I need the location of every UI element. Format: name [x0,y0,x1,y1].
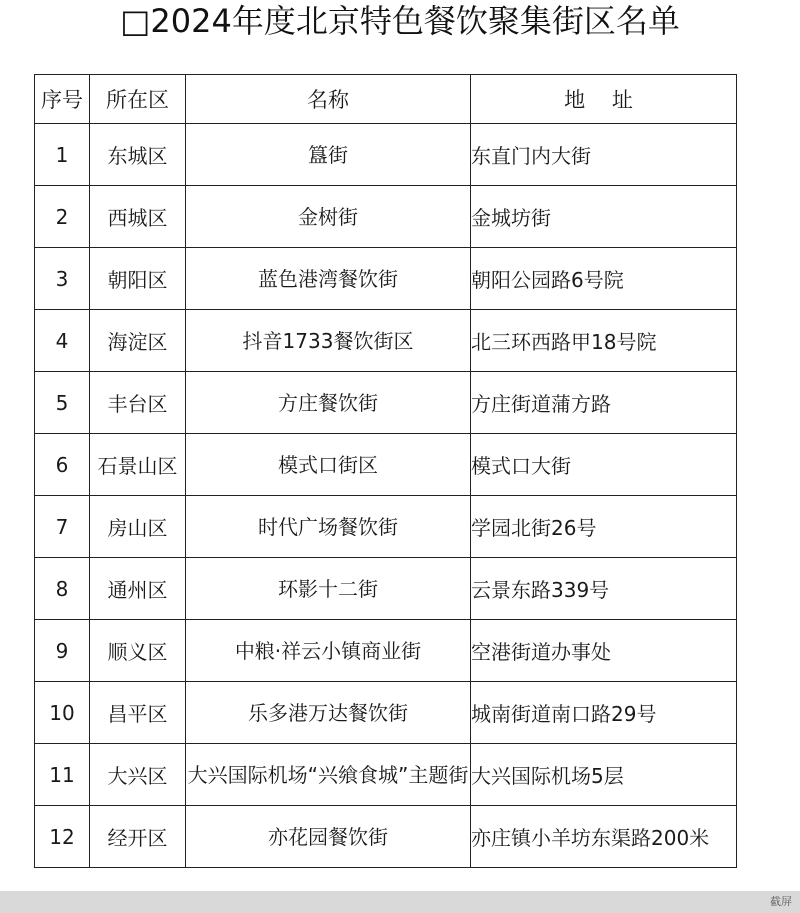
table-row [35,186,737,248]
column-header-address: 地 址 [471,75,737,124]
row-name: 乐多港万达餐饮街 [186,682,471,744]
row-address: 北三环西路甲18号院 [471,310,737,372]
row-district: 西城区 [90,186,186,248]
row-address: 东直门内大街 [471,124,737,186]
row-address: 大兴国际机场5层 [471,744,737,806]
row-district: 昌平区 [90,682,186,744]
row-name: 抖音1733餐饮街区 [186,310,471,372]
row-name: 簋街 [186,124,471,186]
row-seq: 1 [35,124,90,186]
row-district: 石景山区 [90,434,186,496]
row-address: 亦庄镇小羊坊东渠路200米 [471,806,737,868]
table-row [35,248,737,310]
row-name: 环影十二街 [186,558,471,620]
row-name: 亦花园餐饮街 [186,806,471,868]
row-name: 金树街 [186,186,471,248]
column-header-seq: 序号 [35,75,90,124]
row-address: 朝阳公园路6号院 [471,248,737,310]
row-district: 丰台区 [90,372,186,434]
row-name: 中粮·祥云小镇商业街 [186,620,471,682]
page-title: □2024年度北京特色餐饮聚集街区名单 [120,2,680,40]
row-seq: 8 [35,558,90,620]
row-name: 模式口街区 [186,434,471,496]
street-list-table [34,74,737,868]
row-seq: 5 [35,372,90,434]
table-row [35,558,737,620]
table-row [35,310,737,372]
row-seq: 7 [35,496,90,558]
row-name: 时代广场餐饮街 [186,496,471,558]
table-row [35,620,737,682]
row-seq: 10 [35,682,90,744]
row-district: 通州区 [90,558,186,620]
bottom-bar [0,891,800,913]
row-district: 海淀区 [90,310,186,372]
row-name: 蓝色港湾餐饮街 [186,248,471,310]
column-header-district: 所在区 [90,75,186,124]
row-address: 模式口大街 [471,434,737,496]
table-row [35,806,737,868]
table-header-row [35,75,737,124]
row-address: 空港街道办事处 [471,620,737,682]
row-seq: 4 [35,310,90,372]
row-district: 顺义区 [90,620,186,682]
row-district: 朝阳区 [90,248,186,310]
row-seq: 12 [35,806,90,868]
row-name: 方庄餐饮街 [186,372,471,434]
row-name: 大兴国际机场“兴飨食城”主题街 [186,744,471,806]
row-address: 城南街道南口路29号 [471,682,737,744]
screenshot-label: 截屏 [770,895,792,908]
row-seq: 6 [35,434,90,496]
table-row [35,496,737,558]
row-district: 大兴区 [90,744,186,806]
row-district: 东城区 [90,124,186,186]
row-address: 学园北街26号 [471,496,737,558]
table-row [35,744,737,806]
row-address: 金城坊街 [471,186,737,248]
row-district: 房山区 [90,496,186,558]
row-address: 方庄街道蒲方路 [471,372,737,434]
row-district: 经开区 [90,806,186,868]
table-row [35,434,737,496]
row-seq: 11 [35,744,90,806]
row-seq: 3 [35,248,90,310]
table-row [35,124,737,186]
table-row [35,372,737,434]
table-row [35,682,737,744]
row-seq: 2 [35,186,90,248]
row-seq: 9 [35,620,90,682]
column-header-name: 名称 [186,75,471,124]
row-address: 云景东路339号 [471,558,737,620]
